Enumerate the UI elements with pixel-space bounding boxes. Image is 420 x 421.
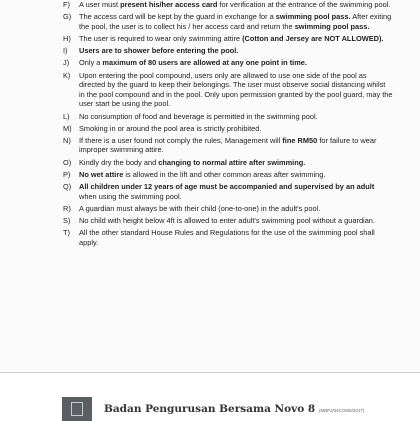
rule-item [63, 71, 393, 109]
rule-text [79, 58, 393, 68]
rule-text [79, 0, 393, 10]
rule-letter: O) [63, 157, 72, 167]
rule-text [79, 170, 393, 180]
rule-text [79, 71, 393, 109]
logo-mark-icon [71, 402, 83, 416]
rule-item [63, 136, 393, 155]
rule-letter: P) [63, 169, 71, 179]
rule-text [79, 46, 393, 56]
rule-item [63, 0, 393, 10]
rule-segment: when using the swimming pool. [79, 191, 182, 201]
rule-letter: S) [63, 216, 71, 225]
registration-number: (MBPJ/04CO8/6/2017) [318, 408, 365, 413]
rule-segment: After exiting the pool, the user is to collect his / her access card and return the [79, 12, 392, 31]
rule-item [63, 158, 393, 168]
rule-segment: A user must [79, 0, 121, 9]
rule-text [79, 204, 393, 214]
rule-letter: T) [63, 228, 70, 238]
rule-text [79, 124, 393, 134]
rule-emphasis: fine RM50 [282, 135, 318, 145]
rule-letter: N) [63, 135, 71, 145]
rule-item [63, 182, 393, 201]
rule-item [63, 170, 393, 180]
rule-segment: Only a [79, 58, 103, 68]
rule-item [63, 58, 393, 68]
rule-segment: If there is a user found not comply the rules, Management will [79, 135, 283, 145]
rule-letter: F) [63, 0, 70, 9]
rule-letter: Q) [63, 182, 72, 192]
rules-list [63, 0, 393, 250]
rule-item [63, 216, 393, 226]
rule-item [63, 204, 393, 214]
rule-text [79, 12, 393, 31]
rule-emphasis: present his/her access card [120, 0, 218, 9]
rule-text [79, 158, 393, 168]
rule-segment: for failure to wear improper swimming attire. [79, 135, 377, 155]
rule-letter: L) [63, 111, 70, 121]
rule-segment: is allowed in the lift and other common areas after swimming. [123, 169, 326, 179]
rule-emphasis: (Cotton and Jersey are NOT ALLOWED). [242, 33, 384, 43]
rule-emphasis: swimming pool pass. [294, 21, 370, 31]
rule-item [63, 228, 393, 247]
rule-letter: K) [63, 70, 71, 80]
rule-segment: A guardian must always be with their child (one-to-one) in the adult's pool. [79, 203, 321, 213]
rule-text [79, 34, 393, 44]
management-name [104, 403, 364, 415]
rule-emphasis: No wet attire [79, 169, 124, 179]
rule-text [79, 216, 393, 226]
rule-segment: Smoking in or around the pool area is strictly prohibited. [79, 123, 262, 133]
rule-emphasis: changing to normal attire after swimming. [158, 157, 306, 167]
rule-segment: All the other standard House Rules and Regulations for the use of the swimming pool shall apply. [79, 228, 375, 247]
rule-item [63, 124, 393, 134]
management-logo [62, 397, 92, 421]
rule-text [79, 136, 393, 155]
rule-item [63, 34, 393, 44]
rule-text [79, 112, 393, 122]
rule-emphasis: Users are to shower before entering the pool. [79, 46, 239, 56]
rule-letter: J) [63, 58, 70, 68]
rule-letter: G) [63, 12, 72, 22]
management-title: Badan Pengurusan Bersama Novo 8 [104, 403, 316, 415]
rule-item [63, 12, 393, 31]
rule-letter: M) [63, 123, 72, 133]
rule-segment: The access card will be kept by the guard in exchange for a [79, 12, 276, 22]
rule-letter: H) [63, 33, 71, 43]
rule-letter: R) [63, 203, 71, 213]
rule-segment: Kindly dry the body and [79, 157, 159, 167]
rule-emphasis: All children under 12 years of age must be accompanied and supervised by an adult [79, 182, 375, 192]
rule-item [63, 46, 393, 56]
rule-letter: I) [63, 46, 68, 56]
rule-segment: No consumption of food and beverage is permitted in the swimming pool. [79, 111, 318, 121]
rule-segment: The user is required to wear only swimming attire [79, 33, 243, 43]
rule-segment: for verification at the entrance of the swimming pool. [217, 0, 391, 9]
rule-emphasis: maximum of 80 users are allowed at any one point in time. [102, 58, 307, 68]
rule-text [79, 228, 393, 247]
rule-emphasis: swimming pool pass. [275, 12, 351, 22]
rule-text [79, 182, 393, 201]
rule-item [63, 112, 393, 122]
letterhead-footer [0, 373, 420, 420]
rule-segment: No child with height below 4ft is allowed to enter adult's swimming pool without a guardian. [79, 216, 375, 225]
rule-segment: Upon entering the pool compound, users only are allowed to use one side of the pool as directed by the guard to keep their belongings. The user must observe social distancing whilst in the pool compound and in the pool. Only upon permission granted by the pool guard, may the user start be using the pool. [79, 70, 393, 109]
